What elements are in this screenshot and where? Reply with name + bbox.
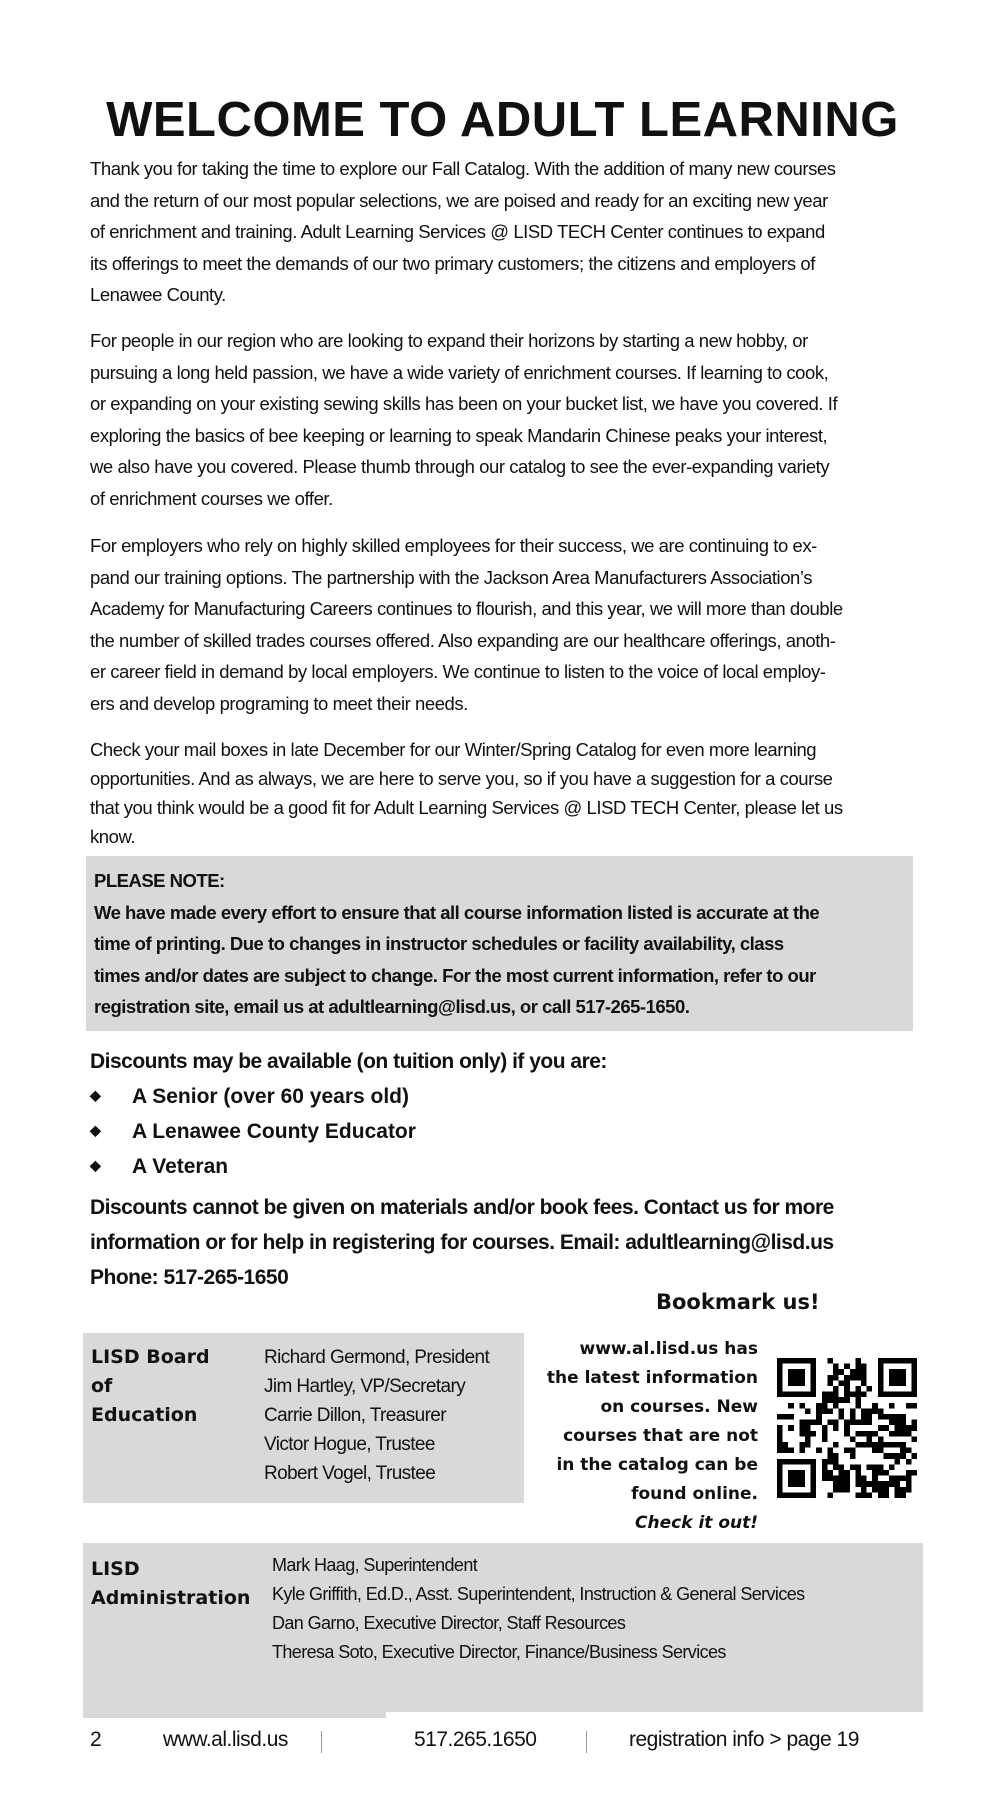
discount-bullet [90, 1155, 228, 1179]
admin-member: Kyle Griffith, Ed.D., Asst. Superintendent, Instruction & General Services [272, 1584, 805, 1604]
note-line: times and/or dates are subject to change. For the most current information, refer to our [94, 964, 816, 986]
text-line: pand our training options. The partnership with the Jackson Area Manufacturers Association’s [90, 566, 812, 588]
check-it-out-link[interactable]: Check it out! [635, 1513, 758, 1533]
footer-divider [586, 1731, 587, 1753]
discount-bullet [90, 1085, 409, 1109]
diamond-bullet-icon: ◆ [90, 1157, 101, 1173]
diamond-bullet-icon: ◆ [90, 1087, 101, 1103]
board-member: Jim Hartley, VP/Secretary [264, 1376, 466, 1397]
text-line: in the catalog can be [556, 1455, 758, 1475]
note-heading: PLEASE NOTE: [94, 870, 225, 891]
board-heading-line: of [91, 1375, 113, 1397]
text-line: and the return of our most popular selections, we are poised and ready for an exciting new year [90, 189, 828, 211]
diamond-bullet-icon: ◆ [90, 1122, 101, 1138]
text-line: the latest information [546, 1368, 758, 1388]
text-line: Academy for Manufacturing Careers continues to flourish, and this year, we will more than double [90, 598, 843, 620]
text-line: www.al.lisd.us has [579, 1339, 758, 1359]
text-line: of enrichment courses we offer. [90, 487, 333, 509]
text-line: the number of skilled trades courses offered. Also expanding are our healthcare offerings, anoth- [90, 629, 836, 651]
qr-code-icon[interactable] [777, 1356, 917, 1500]
text-line: we also have you covered. Please thumb through our catalog to see the ever-expanding variety [90, 456, 830, 478]
discount-bullet [90, 1120, 416, 1144]
text-line: pursuing a long held passion, we have a wide variety of enrichment courses. If learning to cook, [90, 361, 829, 383]
employers-paragraph [90, 530, 920, 720]
footer-website-link[interactable]: www.al.lisd.us [163, 1728, 288, 1751]
footer-divider [321, 1731, 322, 1753]
text-line: ers and develop programing to meet their needs. [90, 692, 468, 714]
board-member: Carrie Dillon, Treasurer [264, 1405, 446, 1426]
text-line: its offerings to meet the demands of our two primary customers; the citizens and employers of [90, 252, 815, 274]
bullet-text: A Lenawee County Educator [132, 1120, 416, 1143]
text-line: found online. [631, 1484, 758, 1504]
text-line: on courses. New [600, 1397, 758, 1417]
page-title: WELCOME TO ADULT LEARNING [106, 93, 899, 147]
page-number: 2 [90, 1728, 102, 1751]
enrichment-paragraph [90, 325, 920, 515]
admin-heading-line: LISD [91, 1558, 140, 1580]
text-line: Phone: 517-265-1650 [90, 1266, 289, 1289]
discounts-outro [90, 1190, 834, 1295]
board-member: Robert Vogel, Trustee [264, 1463, 436, 1484]
administration-box [83, 1543, 923, 1712]
text-line: of enrichment and training. Adult Learning Services @ LISD TECH Center continues to expand [90, 221, 825, 243]
text-line: For people in our region who are looking to expand their horizons by starting a new hobby, or [90, 330, 808, 351]
board-member: Richard Germond, President [264, 1347, 490, 1368]
text-line: exploring the basics of bee keeping or learning to speak Mandarin Chinese peaks your interest, [90, 424, 828, 446]
note-line: We have made every effort to ensure that all course information listed is accurate at the [94, 901, 820, 923]
note-line: registration site, email us at adultlearning@lisd.us, or call 517-265-1650. [94, 996, 690, 1017]
intro-paragraph [90, 153, 920, 311]
note-line: time of printing. Due to changes in instructor schedules or facility availability, class [94, 933, 784, 954]
board-of-education-box [83, 1333, 524, 1503]
text-line: courses that are not [563, 1426, 758, 1446]
text-line: er career field in demand by local employers. We continue to listen to the voice of local employ- [90, 661, 826, 683]
admin-member: Mark Haag, Superintendent [272, 1555, 478, 1575]
board-heading-line: LISD Board [91, 1346, 210, 1368]
admin-member: Dan Garno, Executive Director, Staff Resources [272, 1613, 626, 1633]
text-line: Check your mail boxes in late December for our Winter/Spring Catalog for even more learning [90, 739, 817, 760]
text-line: Discounts cannot be given on materials and/or book fees. Contact us for more [90, 1196, 834, 1219]
text-line: Thank you for taking the time to explore our Fall Catalog. With the addition of many new courses [90, 158, 836, 179]
bullet-text: A Senior (over 60 years old) [132, 1085, 409, 1108]
board-heading-line: Education [91, 1404, 198, 1426]
admin-member: Theresa Soto, Executive Director, Finance/Business Services [272, 1642, 726, 1662]
text-line: that you think would be a good fit for Adult Learning Services @ LISD TECH Center, please let us [90, 797, 843, 818]
text-line: opportunities. And as always, we are here to serve you, so if you have a suggestion for a course [90, 768, 833, 789]
closing-paragraph [90, 735, 920, 851]
footer-phone: 517.265.1650 [414, 1728, 537, 1751]
text-line: or expanding on your existing sewing skills has been on your bucket list, we have you covered. If [90, 393, 838, 415]
bullet-text: A Veteran [132, 1155, 229, 1178]
text-line: know. [90, 826, 136, 847]
footer-registration-info: registration info > page 19 [629, 1728, 859, 1751]
discounts-intro: Discounts may be available (on tuition only) if you are: [90, 1050, 607, 1073]
please-note-box [86, 856, 913, 1031]
text-line: Lenawee County. [90, 284, 226, 306]
admin-heading-line: Administration [91, 1587, 251, 1609]
board-member: Victor Hogue, Trustee [264, 1434, 435, 1455]
text-line: information or for help in registering for courses. Email: adultlearning@lisd.us [90, 1231, 834, 1254]
text-line: For employers who rely on highly skilled employees for their success, we are continuing to ex- [90, 535, 817, 556]
bookmark-text [520, 1335, 758, 1538]
bookmark-heading: Bookmark us! [656, 1290, 820, 1314]
